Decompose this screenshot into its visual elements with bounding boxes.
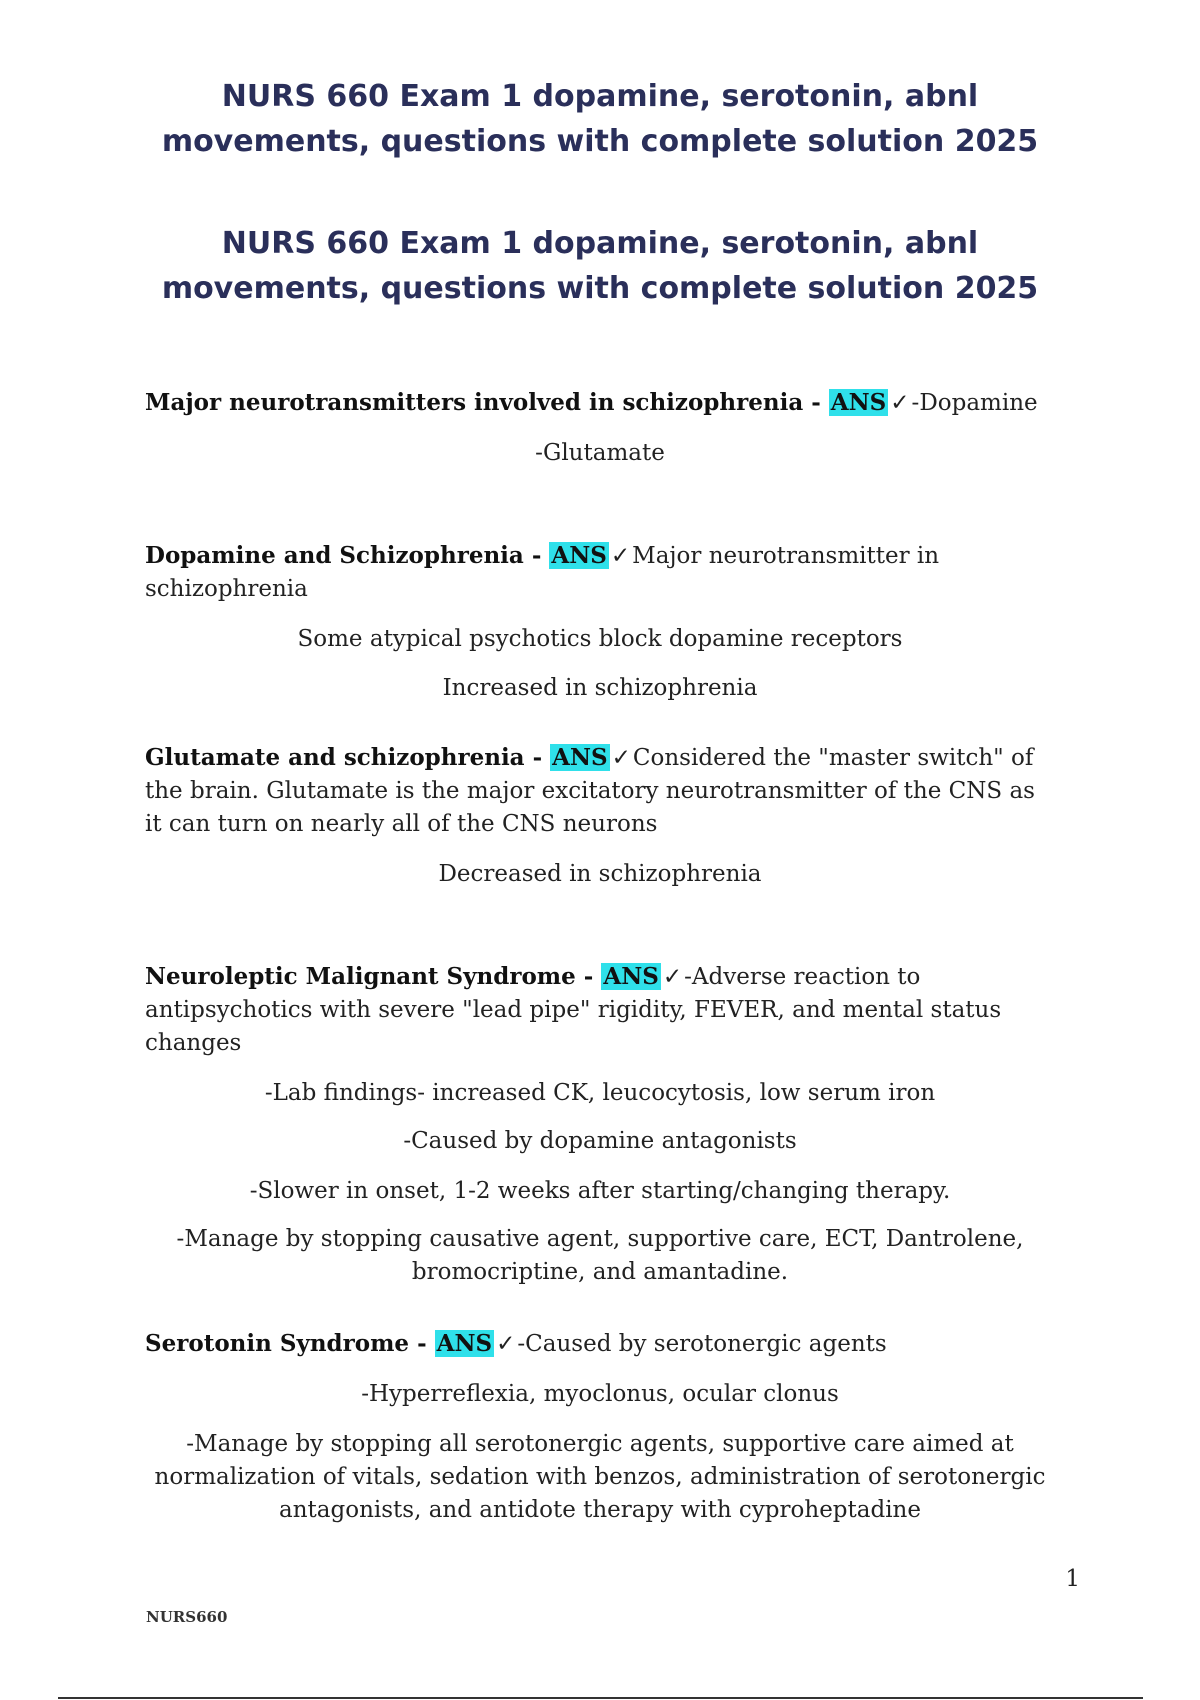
question-text: Glutamate and schizophrenia (145, 744, 525, 771)
check-mark-icon: ✓ (496, 1331, 516, 1357)
answer-line: -Manage by stopping all serotonergic agents, supportive care aimed at normalization of vitals, sedation with benzos, administration of serotonergic antagonists, and antidote therapy with cyproheptadine (154, 1431, 1046, 1523)
answer-line: -Glutamate (535, 440, 665, 466)
answer-text: Major neurotransmitter in schizophrenia (145, 543, 940, 602)
question-text: Major neurotransmitters involved in schizophrenia (145, 389, 804, 416)
qa-item-schizophrenia-neurotransmitters (145, 386, 1055, 470)
answer-text: -Adverse reaction to antipsychotics with severe "lead pipe" rigidity, FEVER, and mental status changes (145, 964, 1002, 1056)
footer-course-code: NURS660 (146, 1608, 228, 1626)
page-number: 1 (1065, 1566, 1080, 1592)
answer-line: Increased in schizophrenia (442, 675, 758, 701)
question-line (145, 539, 1055, 606)
answer-text: -Dopamine (911, 390, 1038, 416)
ans-highlight: ANS (436, 1330, 493, 1357)
separator: - (409, 1330, 435, 1357)
separator: - (523, 542, 550, 569)
answer-line: -Lab findings- increased CK, leucocytosis, low serum iron (264, 1080, 936, 1106)
qa-item-serotonin-syndrome (145, 1327, 1055, 1527)
answer-line: -Slower in onset, 1-2 weeks after starting/changing therapy. (249, 1178, 951, 1204)
answer-text: -Caused by serotonergic agents (517, 1331, 887, 1357)
question-line (145, 386, 1055, 420)
document-title-repeat: NURS 660 Exam 1 dopamine, serotonin, abnl movements, questions with complete solution 2025 (161, 226, 1039, 306)
answer-line: Decreased in schizophrenia (438, 861, 762, 887)
check-mark-icon: ✓ (662, 964, 683, 990)
check-mark-icon: ✓ (890, 390, 910, 416)
qa-item-dopamine-schizophrenia (145, 539, 1055, 705)
ans-highlight: ANS (551, 542, 607, 569)
ans-highlight: ANS (603, 963, 659, 990)
separator: - (524, 744, 551, 771)
check-mark-icon: ✓ (610, 543, 631, 569)
separator: - (803, 389, 829, 416)
page-divider (58, 1697, 1143, 1699)
question-line (145, 960, 1055, 1060)
separator: - (575, 963, 602, 990)
check-mark-icon: ✓ (611, 745, 631, 771)
qa-item-glutamate-schizophrenia (145, 741, 1055, 891)
answer-line: Some atypical psychotics block dopamine receptors (297, 626, 903, 652)
question-line (145, 741, 1055, 841)
question-text: Neuroleptic Malignant Syndrome (145, 963, 576, 990)
ans-highlight: ANS (552, 744, 608, 771)
answer-line: -Hyperreflexia, myoclonus, ocular clonus (361, 1381, 839, 1407)
question-text: Serotonin Syndrome (145, 1330, 410, 1357)
question-line (145, 1327, 1055, 1361)
document-title: NURS 660 Exam 1 dopamine, serotonin, abnl movements, questions with complete solution 2025 (161, 79, 1039, 159)
answer-line: -Manage by stopping causative agent, supportive care, ECT, Dantrolene, bromocriptine, and amantadine. (176, 1226, 1024, 1285)
question-text: Dopamine and Schizophrenia (145, 542, 524, 569)
answer-text: Considered the "master switch" of the brain. Glutamate is the major excitatory neurotransmitter of the CNS as it can turn on nearly all of the CNS neurons (145, 745, 1035, 837)
qa-item-neuroleptic-malignant-syndrome (145, 960, 1055, 1289)
ans-highlight: ANS (830, 389, 887, 416)
answer-line: -Caused by dopamine antagonists (403, 1128, 797, 1154)
